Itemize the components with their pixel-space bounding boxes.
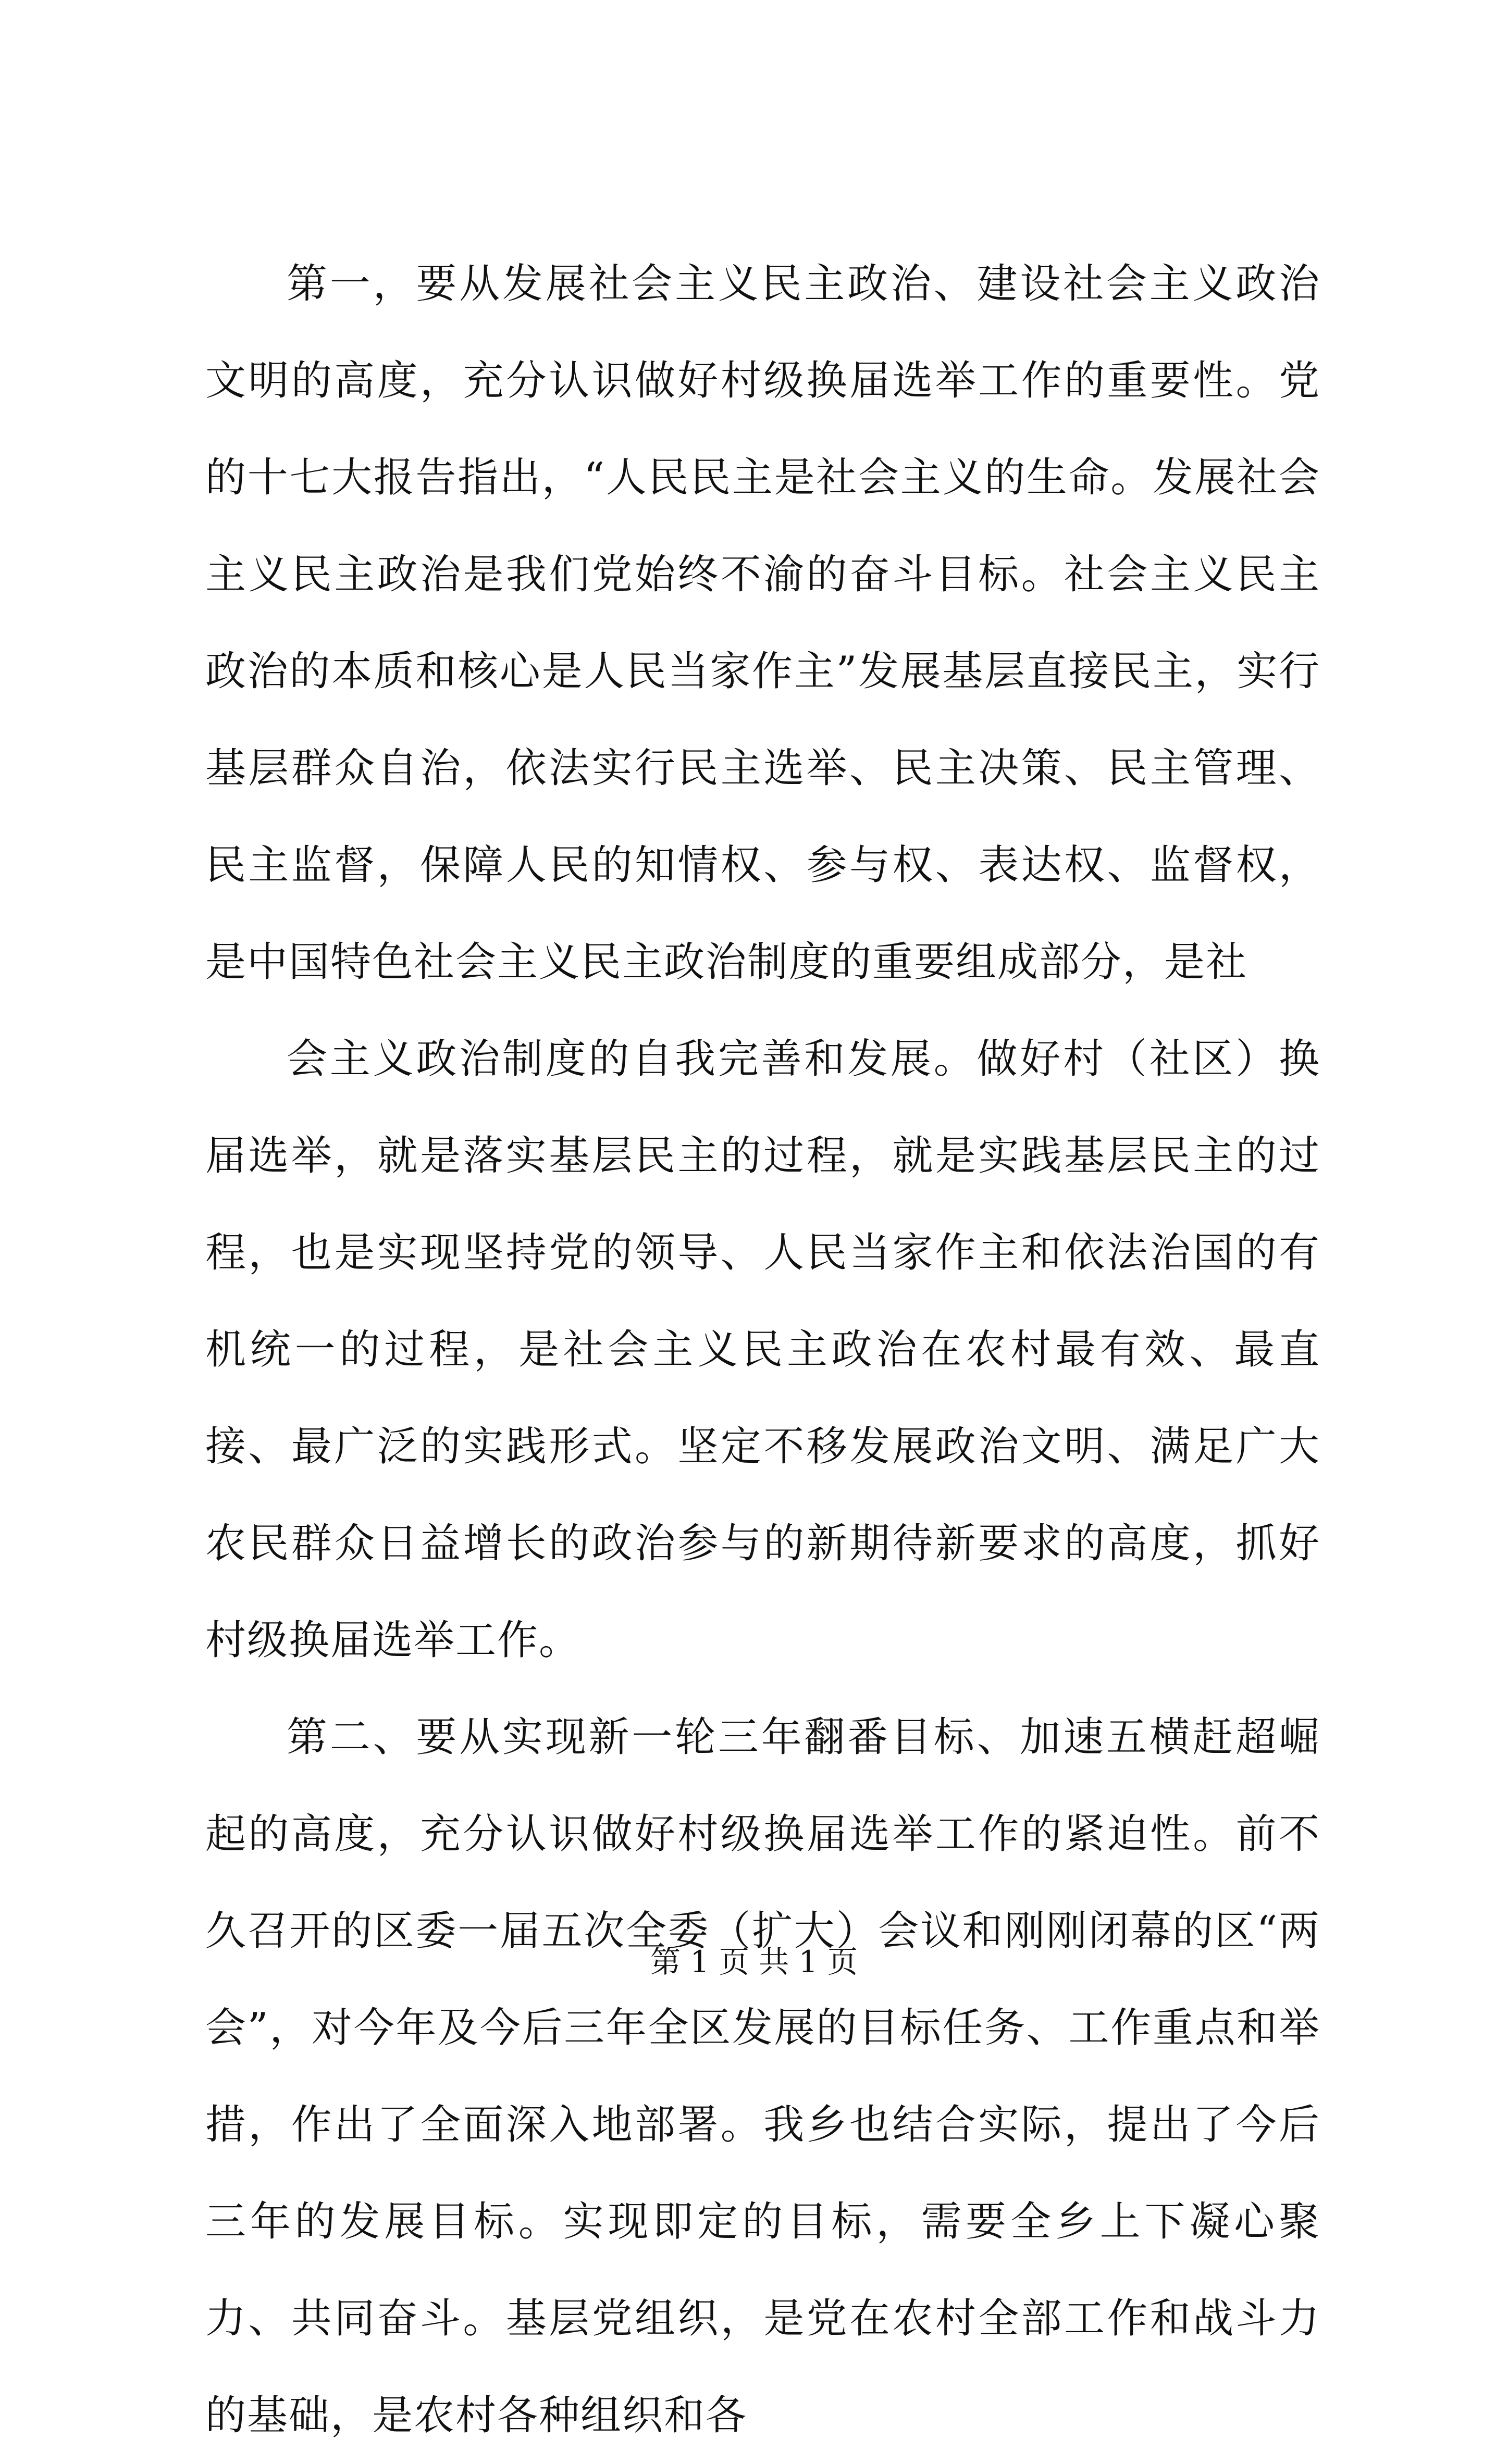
paragraph-2: 会主义政治制度的自我完善和发展。做好村（社区）换届选举，就是落实基层民主的过程，就是实践基层民主的过程，也是实现坚持党的领导、人民当家作主和依法治国的有机统一的过程，是社会主义民主政治在农村最有效、最直接、最广泛的实践形式。坚定不移发展政治文明、满足广大农民群众日益增长的政治参与的新期待新要求的高度，抓好村级换届选举工作。 <box>205 1036 1320 1664</box>
document-body <box>205 235 1320 2464</box>
paragraph-1: 第一，要从发展社会主义民主政治、建设社会主义政治文明的高度，充分认识做好村级换届选举工作的重要性。党的十七大报告指出，“人民民主是社会主义的生命。发展社会主义民主政治是我们党始终不渝的奋斗目标。社会主义民主政治的本质和核心是人民当家作主”发展基层直接民主，实行基层群众自治，依法实行民主选举、民主决策、民主管理、民主监督，保障人民的知情权、参与权、表达权、监督权，是中国特色社会主义民主政治制度的重要组成部分，是社 <box>205 260 1320 986</box>
page-footer: 第 1 页 共 1 页 <box>650 1944 858 1980</box>
paragraph-3: 第二、要从实现新一轮三年翻番目标、加速五横赶超崛起的高度，充分认识做好村级换届选举工作的紧迫性。前不久召开的区委一届五次全委（扩大）会议和刚刚闭幕的区“两会”，对今年及今后三年全区发展的目标任务、工作重点和举措，作出了全面深入地部署。我乡也结合实际，提出了今后三年的发展目标。实现即定的目标，需要全乡上下凝心聚力、共同奋斗。基层党组织，是党在农村全部工作和战斗力的基础，是农村各种组织和各 <box>205 1714 1320 2439</box>
